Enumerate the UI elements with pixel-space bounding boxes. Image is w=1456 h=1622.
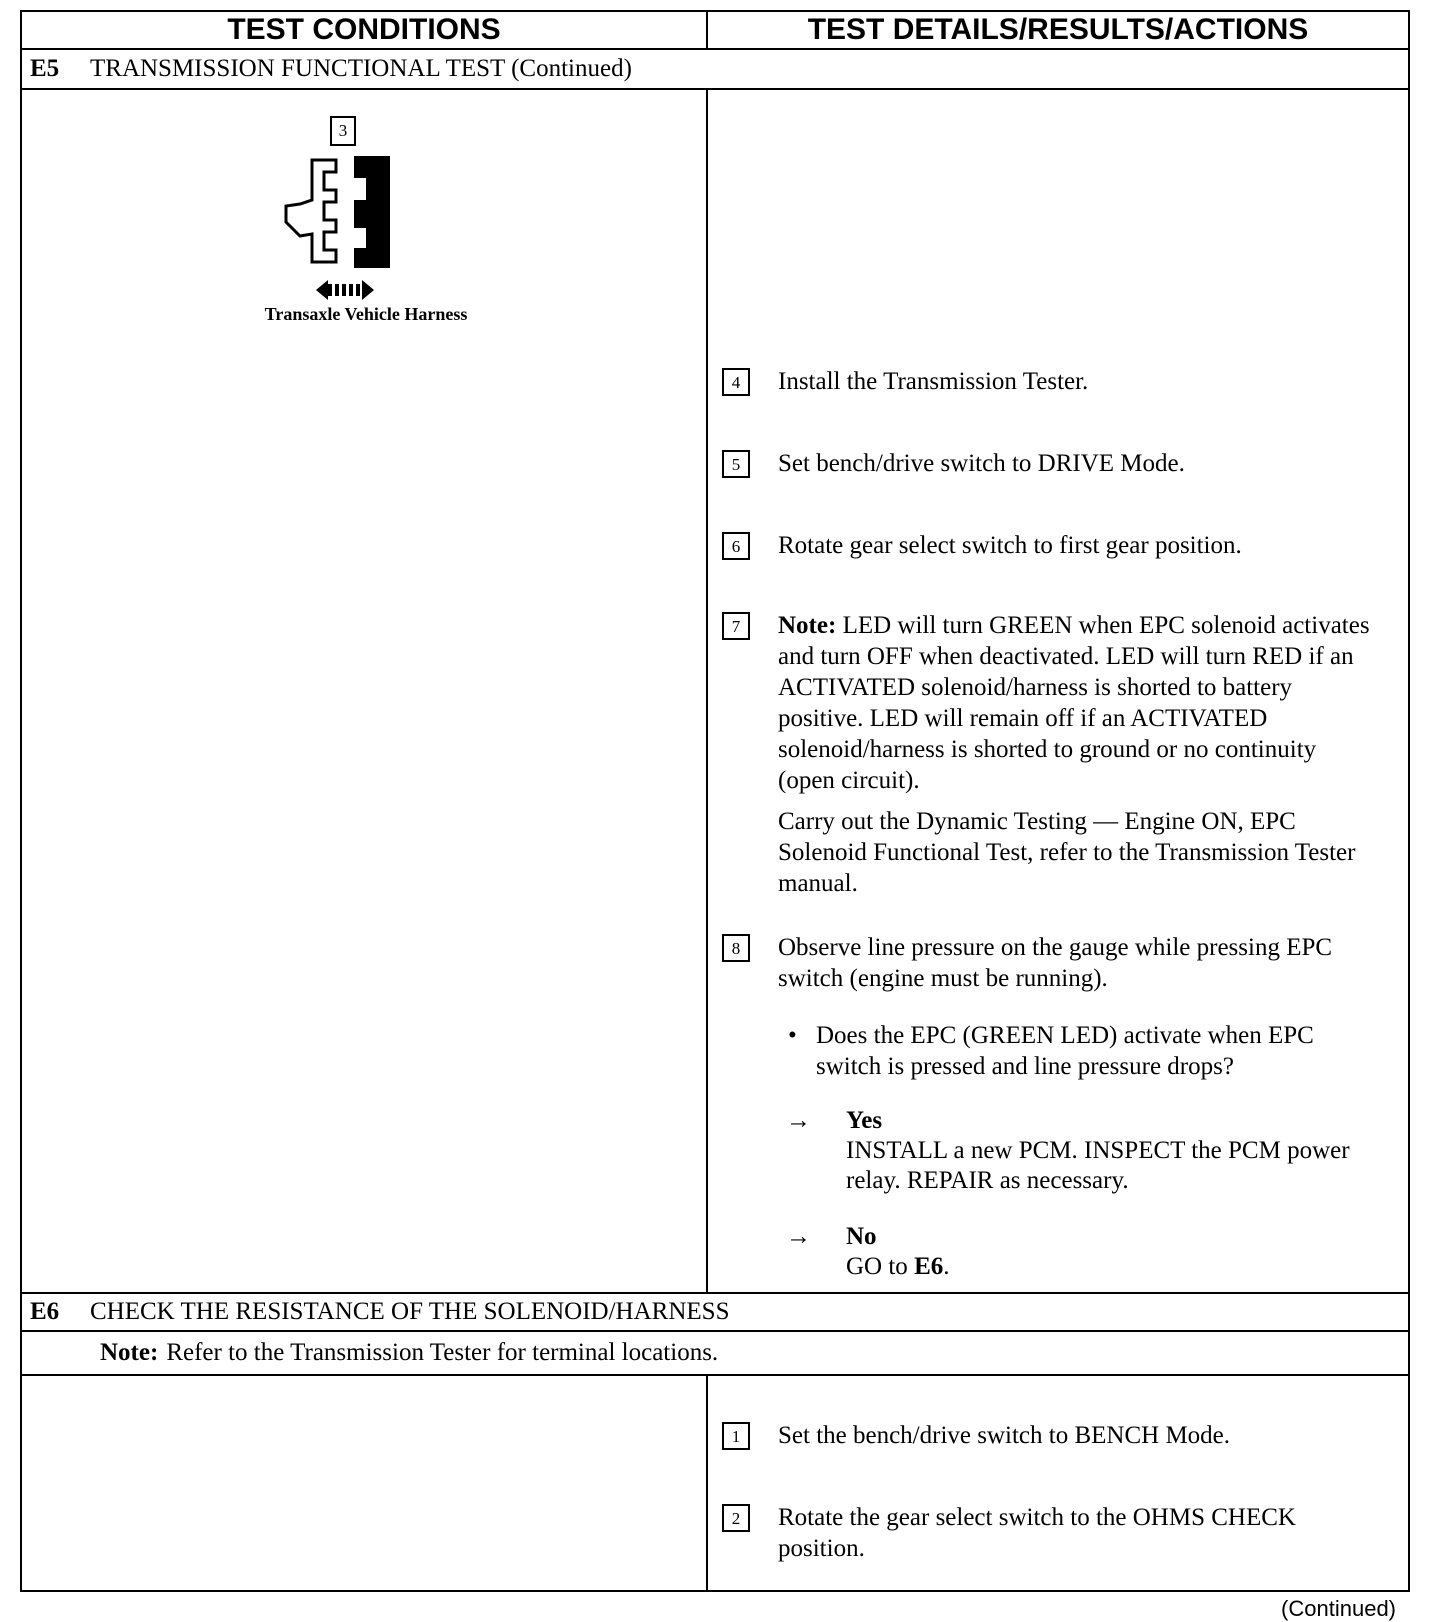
step-7 — [722, 610, 1378, 899]
figure-caption: Transaxle Vehicle Harness — [264, 304, 468, 324]
continued-label: (Continued) — [1281, 1596, 1396, 1621]
note-text: LED will turn GREEN when EPC solenoid activates and turn OFF when deactivated. LED will turn RED if an ACTIVATED solenoid/harness is shorted to battery positive. LED will remain off if an ACTIVATED solenoid/harness is shorted to ground or no continuity (open circuit). — [778, 612, 1370, 794]
step-text — [778, 610, 1378, 899]
answer-yes — [786, 1106, 1406, 1196]
connector-icon — [272, 156, 422, 386]
step-number: 5 — [722, 450, 750, 478]
step-1 — [722, 1420, 1378, 1451]
section-e6-note — [20, 1330, 1410, 1376]
step-text: Set the bench/drive switch to BENCH Mode. — [778, 1422, 1231, 1449]
step-number: 1 — [722, 1422, 750, 1450]
step-number: 4 — [722, 368, 750, 396]
figure-step-number: 3 — [330, 116, 356, 146]
step-2 — [722, 1502, 1378, 1564]
arrow-icon: → — [786, 1223, 811, 1250]
answer-action — [846, 1252, 1406, 1282]
answer-action: INSTALL a new PCM. INSPECT the PCM power relay. REPAIR as necessary. — [846, 1137, 1350, 1194]
answer-label: Yes — [846, 1107, 883, 1134]
section-code: E5 — [30, 55, 60, 82]
answer-no — [786, 1222, 1406, 1282]
note-label: Note: — [100, 1339, 159, 1366]
header-test-details: TEST DETAILS/RESULTS/ACTIONS — [706, 10, 1410, 50]
question-bullet — [786, 1020, 1376, 1082]
section-e5-header — [20, 48, 1410, 90]
step-number: 7 — [722, 612, 750, 640]
section-title: CHECK THE RESISTANCE OF THE SOLENOID/HARNESS — [90, 1298, 730, 1325]
question-text: Does the EPC (GREEN LED) activate when EPC switch is pressed and line pressure drops? — [816, 1022, 1314, 1080]
step-5 — [722, 448, 1378, 479]
note-label: Note: — [778, 612, 837, 639]
e6-details-column — [706, 1374, 1410, 1592]
note-paragraph — [778, 610, 1378, 796]
action-suffix: . — [943, 1253, 950, 1280]
step-text: Rotate the gear select switch to the OHMS CHECK position. — [778, 1504, 1296, 1562]
step-number: 6 — [722, 532, 750, 560]
bullet-dot: • — [788, 1022, 797, 1049]
answer-label: No — [846, 1223, 877, 1250]
step-8 — [722, 932, 1378, 994]
instruction-paragraph: Carry out the Dynamic Testing — Engine ON, EPC Solenoid Functional Test, refer to the Transmission Tester manual. — [778, 808, 1356, 897]
step-text: Set bench/drive switch to DRIVE Mode. — [778, 450, 1185, 477]
arrow-icon: → — [786, 1107, 811, 1134]
step-text: Observe line pressure on the gauge while pressing EPC switch (engine must be running). — [778, 934, 1333, 992]
e6-conditions-column — [20, 1374, 708, 1592]
e5-details-column — [706, 88, 1410, 1294]
step-number: 8 — [722, 934, 750, 962]
procedure-table — [20, 10, 1410, 1594]
section-code: E6 — [30, 1298, 60, 1325]
header-test-conditions: TEST CONDITIONS — [20, 10, 708, 50]
action-ref: E6 — [914, 1253, 944, 1280]
e5-conditions-column — [20, 88, 708, 1294]
step-text: Rotate gear select switch to first gear position. — [778, 532, 1242, 559]
step-4 — [722, 366, 1378, 397]
action-prefix: GO to — [846, 1253, 908, 1280]
section-e6-header — [20, 1292, 1410, 1332]
step-number: 2 — [722, 1504, 750, 1532]
note-text: Refer to the Transmission Tester for terminal locations. — [166, 1339, 719, 1366]
step-text: Install the Transmission Tester. — [778, 368, 1089, 395]
section-title: TRANSMISSION FUNCTIONAL TEST (Continued) — [90, 55, 632, 82]
step-6 — [722, 530, 1378, 561]
